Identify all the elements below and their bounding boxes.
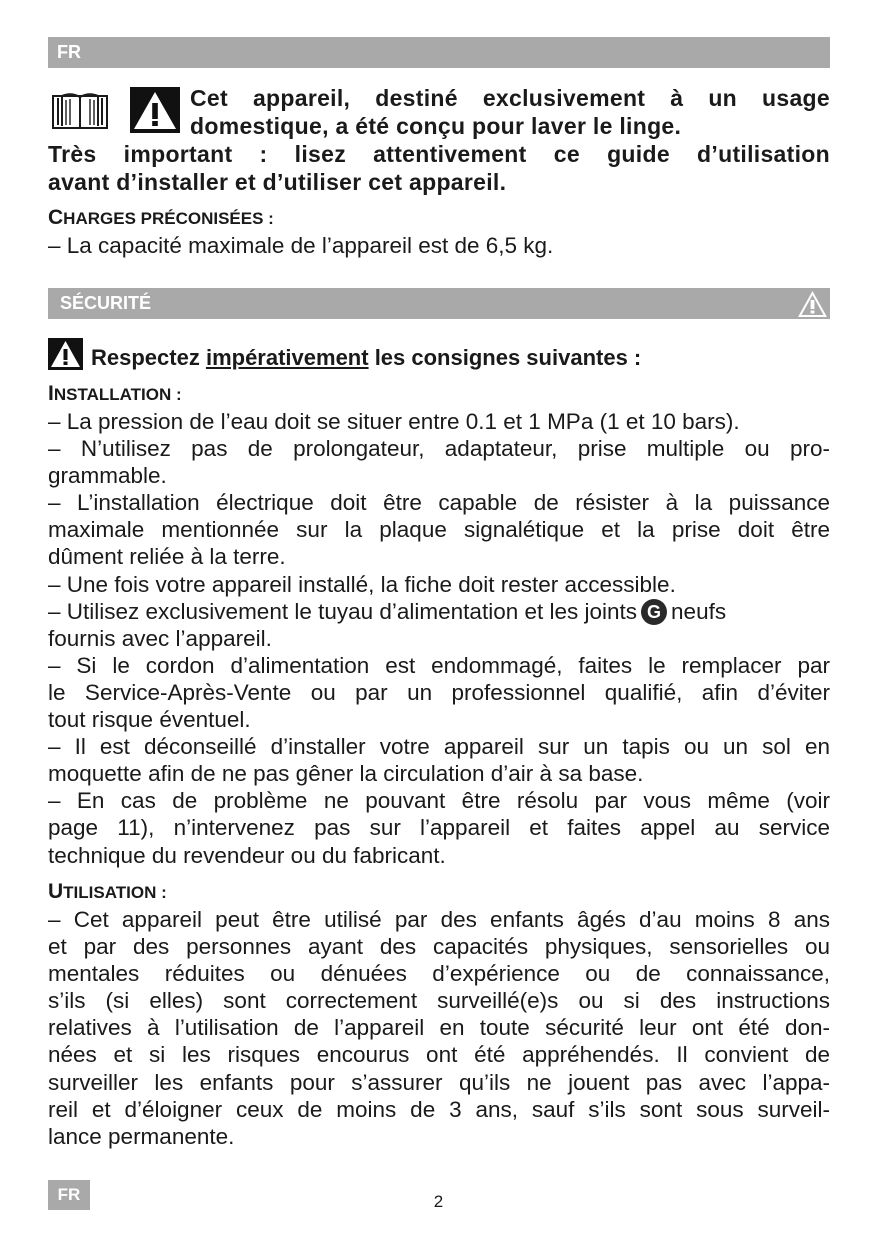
respect-heading: Respectez impérativement les consignes suivantes : [48,338,830,373]
gasket-badge-icon: G [641,599,667,625]
intro-line-1: Cet appareil, destiné exclusivement à un usage [190,85,830,111]
installation-text [48,408,830,869]
intro-block [48,84,830,196]
installation-title: INSTALLATION : [48,382,182,405]
text-line: dûment reliée à la terre. [48,544,286,570]
text-line: surveiller les enfants pour s’assurer qu’ils ne jouent pas avec l’appa- [48,1069,830,1095]
text-line: lance permanente. [48,1123,235,1149]
text-line: moquette afin de ne pas gêner la circulation d’air à sa base. [48,761,644,787]
charges-section [48,205,830,259]
text-line: reil et d’éloigner ceux de moins de 3 ans, sauf s’ils sont sous surveil- [48,1096,830,1122]
text-line-with-badge: – Utilisez exclusivement le tuyau d’alimentation et les joints G neufs [48,598,727,624]
book-icon [52,92,108,130]
securite-header-bar [48,288,830,319]
text-line: – N’utilisez pas de prolongateur, adaptateur, prise multiple ou pro- [48,436,830,462]
intro-icons [48,87,183,137]
text-line: – Cet appareil peut être utilisé par des enfants âgés d’au moins 8 ans [48,907,830,932]
language-label: FR [57,42,81,62]
emphasis-word: impérativement [205,345,369,370]
text-line: technique du revendeur ou du fabricant. [48,842,446,868]
charges-line: – La capacité maximale de l’appareil est de 6,5 kg. [48,233,554,258]
text-line: – En cas de problème ne pouvant être résolu par vous même (voir [48,788,830,814]
text-line: mentales réduites ou dénuées d’expérience ou de connaissance, [48,961,830,987]
installation-section [48,381,830,869]
warning-icon [797,290,828,318]
securite-label: SÉCURITÉ [60,293,152,313]
page-number: 2 [433,1192,444,1211]
utilisation-text [48,906,830,1150]
text-line: le Service-Après-Vente ou par un professionnel qualifié, afin d’éviter [48,679,830,705]
text-line: relatives à l’utilisation de l’appareil en toute sécurité leur ont été don- [48,1015,830,1041]
warning-icon [130,87,180,133]
text-line: grammable. [48,463,167,489]
text-line: fournis avec l’appareil. [48,625,272,651]
utilisation-title: UTILISATION : [48,880,167,903]
intro-line-4: avant d’installer et d’utiliser cet appareil. [48,169,507,195]
text-line: tout risque éventuel. [48,707,251,733]
intro-line-3: Très important : lisez attentivement ce guide d’utilisation [48,141,830,167]
text-line: – Il est déconseillé d’installer votre appareil sur un tapis ou un sol en [48,734,830,760]
footer-language-badge: FR [48,1180,90,1210]
text-line: maximale mentionnée sur la plaque signalétique et la prise doit être [48,517,830,543]
text-line: – Une fois votre appareil installé, la fiche doit rester accessible. [48,571,676,597]
charges-title: CHARGES PRÉCONISÉES : [48,206,274,229]
utilisation-section [48,879,830,1150]
text-line: – L’installation électrique doit être capable de résister à la puissance [48,490,830,516]
intro-line-2: domestique, a été conçu pour laver le linge. [190,113,682,139]
text-line: page 11), n’intervenez pas sur l’appareil et faites appel au service [48,815,830,841]
text-line: – Si le cordon d’alimentation est endommagé, faites le remplacer par [48,652,830,678]
text-line: s’ils (si elles) sont correctement surveillé(e)s ou si des instructions [48,988,830,1014]
text-line: et par des personnes ayant des capacités physiques, sensorielles ou [48,934,830,960]
text-line: nées et si les risques encourus ont été appréhendés. Il convient de [48,1042,830,1068]
text-line: – La pression de l’eau doit se situer entre 0.1 et 1 MPa (1 et 10 bars). [48,409,740,434]
language-header-bar [48,37,830,68]
warning-icon [48,338,83,370]
